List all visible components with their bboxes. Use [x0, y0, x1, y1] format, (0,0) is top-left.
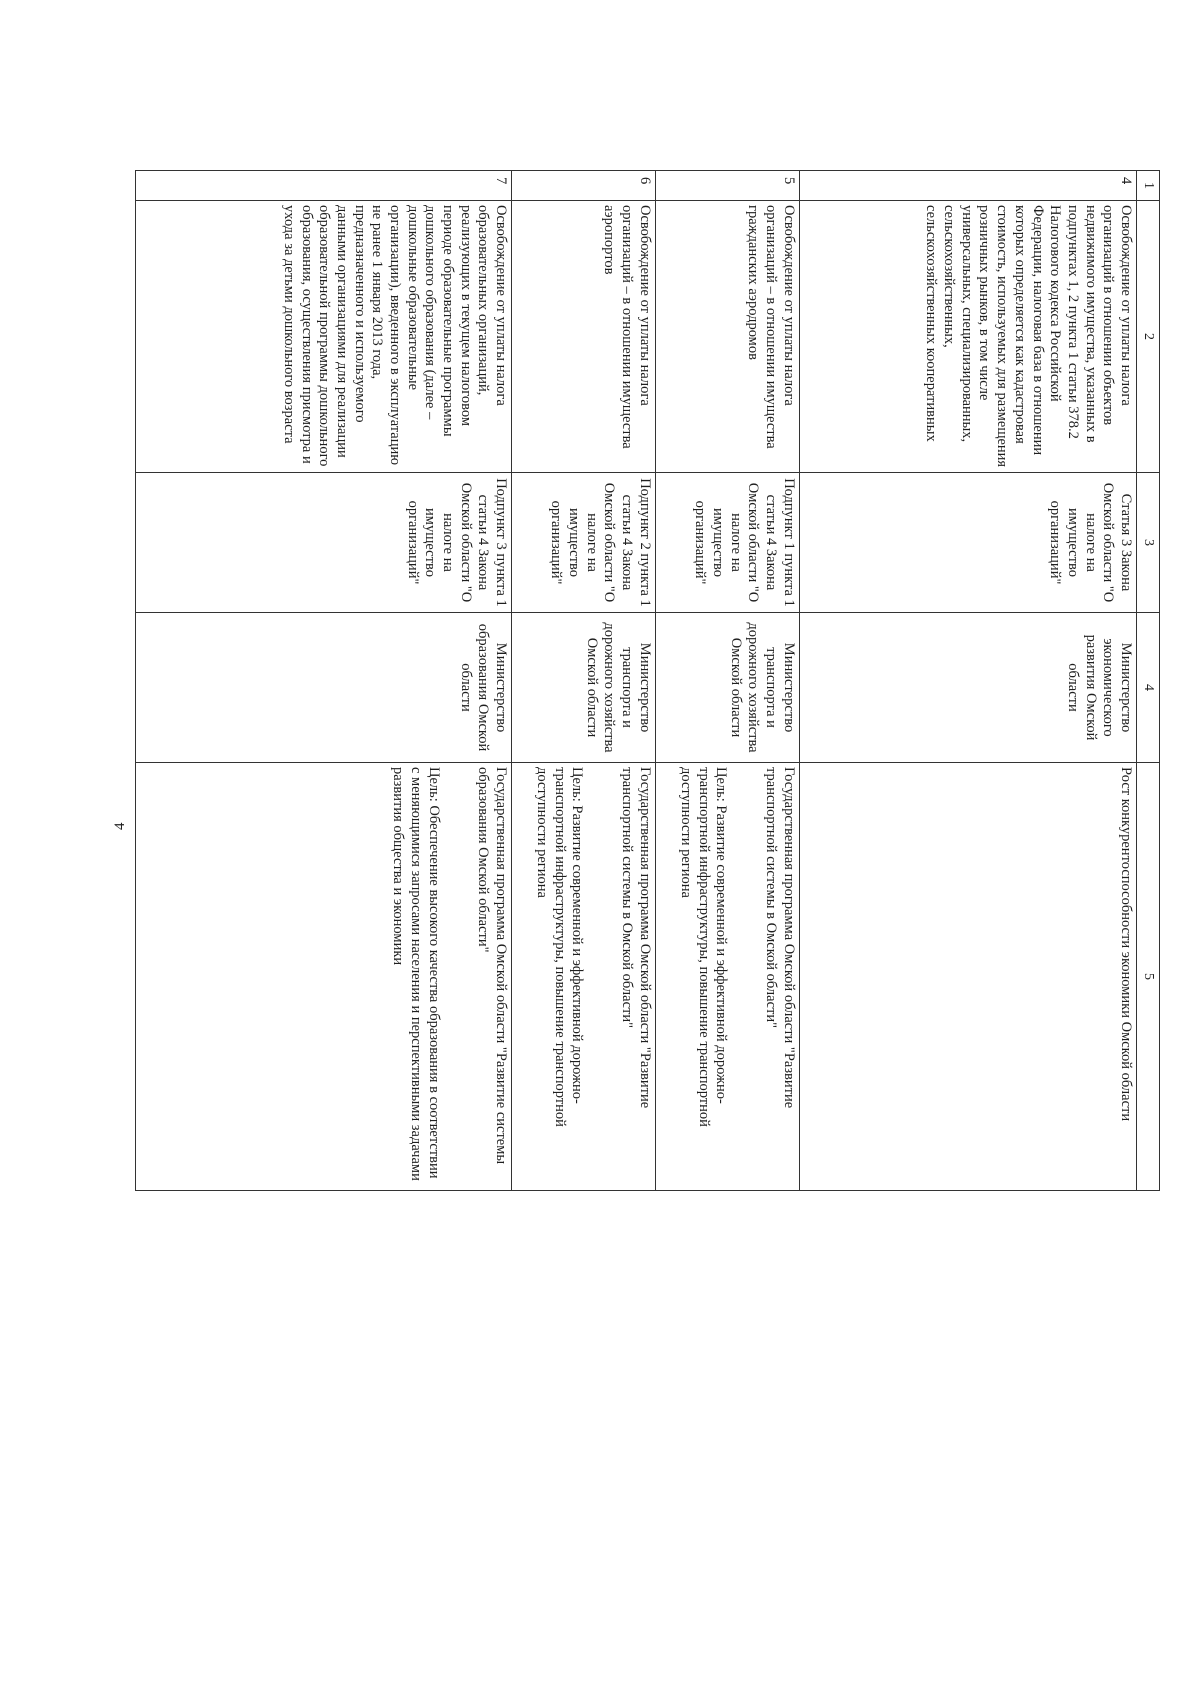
table-row — [136, 171, 512, 1191]
benefit-description: Освобождение от уплаты налога организаций в отношении объектов недвижимого имущества, указанных в подпунктах 1, 2 пункта 1 статьи 378.2 Налогового кодекса Российской Федерации, налоговая база в отношении которых определяется как кадастровая стоимость, используемых для размещения розничных рынков, в том числе универсальных, специализированных, сельскохозяйственных, сельскохозяйственных кооперативных — [799, 201, 1136, 473]
column-header-4: 4 — [1137, 613, 1160, 763]
responsible-ministry: Министерство экономического развития Омской области — [799, 613, 1136, 763]
benefit-description: Освобождение от уплаты налога организаций – в отношении имущества гражданских аэродромов — [655, 201, 799, 473]
program-goal-cell — [799, 763, 1136, 1191]
benefit-description: Освобождение от уплаты налога образовательных организаций, реализующих в текущем налоговом периоде образовательные программы дошкольного образования (далее – дошкольные образовательные организации), введенного в эксплуатацию не ранее 1 января 2013 года, предназначенного и используемого данными организациями для реализации образовательной программы дошкольного образования, осуществления присмотра и ухода за детьми дошкольного возраста — [136, 201, 512, 473]
row-number: 7 — [136, 171, 512, 201]
program-name: Рост конкурентоспособности экономики Омской области — [1118, 767, 1134, 1122]
program-goal-cell — [512, 763, 656, 1191]
program-name: Государственная программа Омской области "Развитие транспортной системы в Омской области" — [762, 767, 797, 1109]
program-goal: Цель: Развитие современной и эффективной дорожно-транспортной инфраструктуры, повышение транспортной доступности региона — [534, 767, 586, 1127]
row-number: 4 — [799, 171, 1136, 201]
responsible-ministry: Министерство транспорта и дорожного хозяйства Омской области — [655, 613, 799, 763]
responsible-ministry: Министерство транспорта и дорожного хозяйства Омской области — [512, 613, 656, 763]
benefit-description: Освобождение от уплаты налога организаций – в отношении имущества аэропортов — [512, 201, 656, 473]
table-row — [512, 171, 656, 1191]
page-number: 4 — [112, 822, 128, 830]
tax-benefits-table-container — [135, 170, 1160, 1190]
table-row — [799, 171, 1136, 1191]
legal-basis: Подпункт 2 пункта 1 статьи 4 Закона Омской области "О налоге на имущество организаций" — [512, 473, 656, 613]
tax-benefits-table — [135, 170, 1160, 1191]
legal-basis: Статья 3 Закона Омской области "О налоге на имущество организаций" — [799, 473, 1136, 613]
column-header-5: 5 — [1137, 763, 1160, 1191]
program-goal-cell — [136, 763, 512, 1191]
responsible-ministry: Министерство образования Омской области — [136, 613, 512, 763]
column-header-2: 2 — [1137, 201, 1160, 473]
legal-basis: Подпункт 3 пункта 1 статьи 4 Закона Омской области "О налоге на имущество организаций" — [136, 473, 512, 613]
row-number: 5 — [655, 171, 799, 201]
header-row — [1137, 171, 1160, 1191]
program-name: Государственная программа Омской области "Развитие системы образования Омской области" — [475, 767, 510, 1165]
program-goal-cell — [655, 763, 799, 1191]
program-name: Государственная программа Омской области "Развитие транспортной системы в Омской области" — [619, 767, 653, 1109]
program-goal: Цель: Развитие современной и эффективной дорожно-транспортной инфраструктуры, повышение транспортной доступности региона — [677, 767, 730, 1127]
row-number: 6 — [512, 171, 656, 201]
column-header-3: 3 — [1137, 473, 1160, 613]
column-header-1: 1 — [1137, 171, 1160, 201]
program-goal: Цель: Обеспечение высокого качества образования в соответствии с меняющимися запросами населения и перспективными задачами развития общества и экономики — [390, 767, 442, 1181]
table-row — [655, 171, 799, 1191]
legal-basis: Подпункт 1 пункта 1 статьи 4 Закона Омской области "О налоге на имущество организаций" — [655, 473, 799, 613]
